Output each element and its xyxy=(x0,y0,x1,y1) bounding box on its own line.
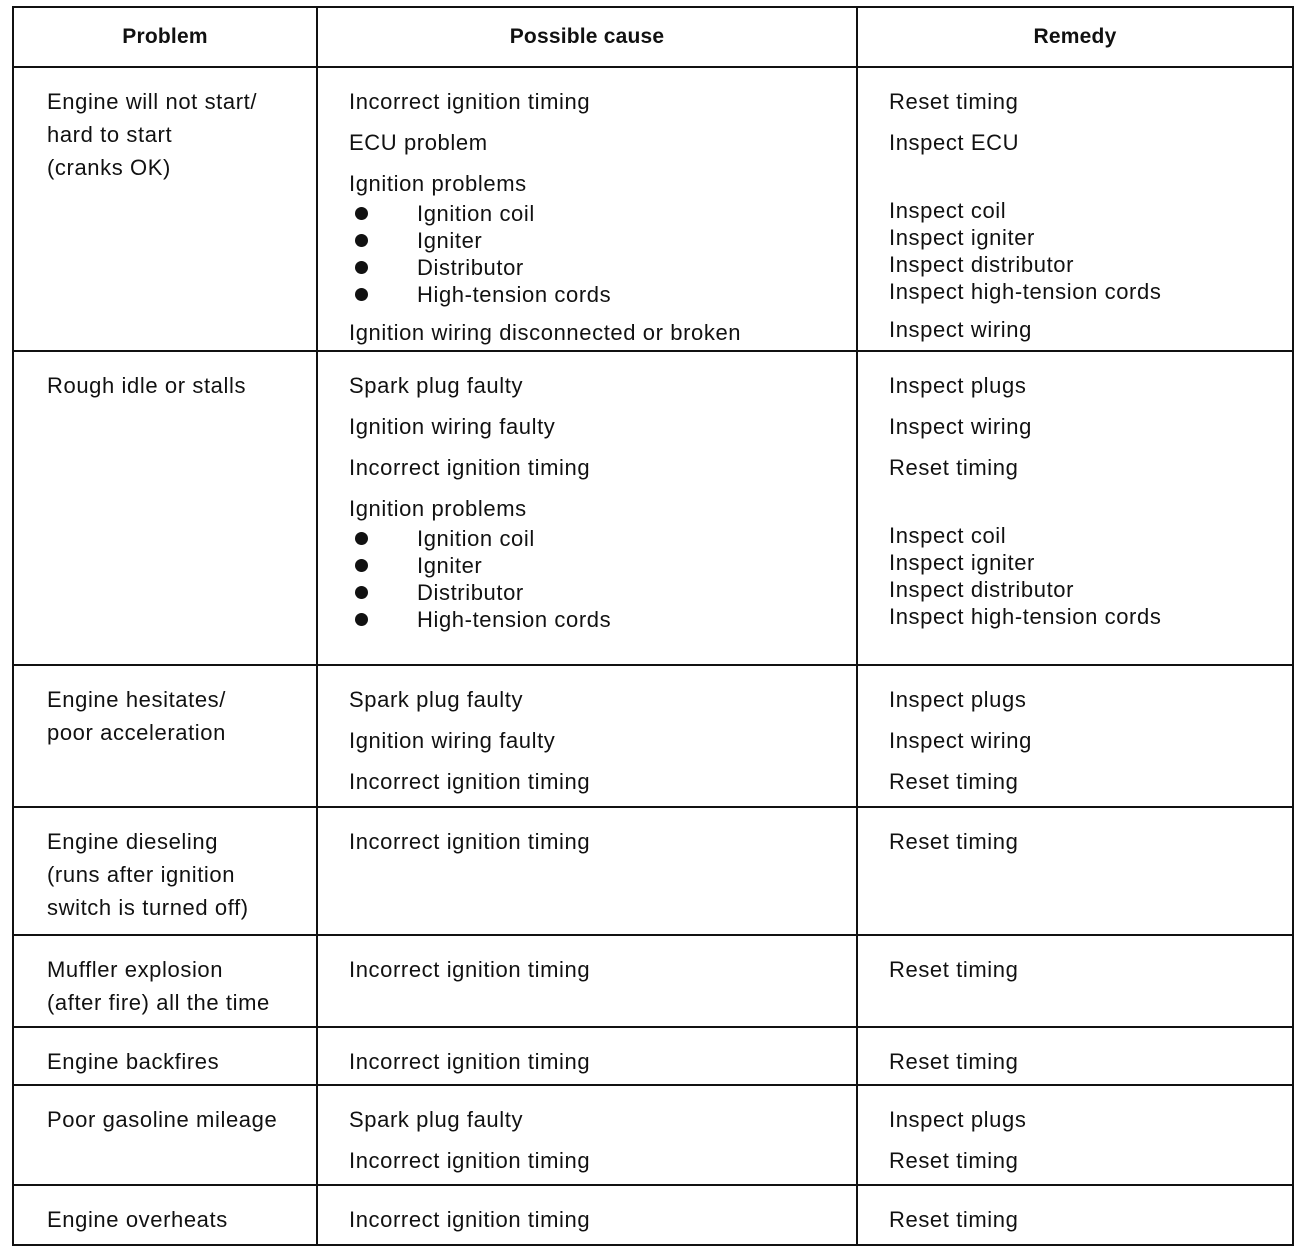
bullet-dot-icon xyxy=(355,234,368,247)
cause-text: Ignition coil xyxy=(417,201,535,226)
cause-text: Incorrect ignition timing xyxy=(349,957,591,982)
problem-cell xyxy=(13,351,317,665)
cause-cell xyxy=(317,935,857,1027)
problem-text: Muffler explosion xyxy=(47,957,224,982)
remedy-text: Inspect igniter xyxy=(889,550,1035,575)
table-row xyxy=(13,351,1293,665)
problem-text: (cranks OK) xyxy=(47,155,171,180)
problem-cell xyxy=(13,665,317,807)
cause-text: Spark plug faulty xyxy=(349,687,524,712)
problem-text: Engine dieseling xyxy=(47,829,219,854)
cause-text: Igniter xyxy=(417,553,483,578)
bullet-dot-icon xyxy=(355,559,368,572)
cause-text: Spark plug faulty xyxy=(349,1107,524,1132)
cause-text: Distributor xyxy=(417,580,524,605)
remedy-text: Inspect igniter xyxy=(889,225,1035,250)
troubleshooting-table xyxy=(12,6,1294,1246)
problem-text: (after fire) all the time xyxy=(47,990,270,1015)
cause-text: Ignition wiring disconnected or broken xyxy=(349,320,742,345)
problem-cell xyxy=(13,807,317,935)
remedy-cell xyxy=(857,935,1293,1027)
remedy-text: Reset timing xyxy=(889,1207,1019,1232)
problem-cell xyxy=(13,1085,317,1185)
table-row xyxy=(13,807,1293,935)
remedy-text xyxy=(889,492,1291,522)
cause-cell xyxy=(317,1027,857,1085)
problem-text: poor acceleration xyxy=(47,720,226,745)
remedy-text: Inspect plugs xyxy=(889,373,1027,398)
problem-text: Engine overheats xyxy=(47,1207,228,1232)
remedy-text: Reset timing xyxy=(889,1148,1019,1173)
bullet-dot-icon xyxy=(355,261,368,274)
troubleshooting-table-sheet xyxy=(12,6,1292,1234)
cause-text: ECU problem xyxy=(349,130,488,155)
remedy-text: Inspect distributor xyxy=(889,577,1075,602)
problem-text: Engine hesitates/ xyxy=(47,687,226,712)
table-row xyxy=(13,665,1293,807)
remedy-text: Inspect wiring xyxy=(889,414,1032,439)
cause-text: Spark plug faulty xyxy=(349,373,524,398)
problem-text: Engine backfires xyxy=(47,1049,220,1074)
problem-cell xyxy=(13,1185,317,1245)
remedy-text: Inspect distributor xyxy=(889,252,1075,277)
remedy-text: Inspect high-tension cords xyxy=(889,279,1162,304)
remedy-text: Reset timing xyxy=(889,455,1019,480)
cause-text: Incorrect ignition timing xyxy=(349,1049,591,1074)
bullet-dot-icon xyxy=(355,532,368,545)
remedy-text: Inspect wiring xyxy=(889,317,1032,342)
remedy-text: Inspect ECU xyxy=(889,130,1020,155)
remedy-text: Inspect plugs xyxy=(889,1107,1027,1132)
cause-text: Distributor xyxy=(417,255,524,280)
bullet-dot-icon xyxy=(355,586,368,599)
remedy-text xyxy=(889,167,1291,197)
remedy-text: Reset timing xyxy=(889,769,1019,794)
remedy-text: Reset timing xyxy=(889,957,1019,982)
remedy-text: Inspect plugs xyxy=(889,687,1027,712)
bullet-dot-icon xyxy=(355,613,368,626)
problem-cell xyxy=(13,1027,317,1085)
bullet-dot-icon xyxy=(355,288,368,301)
cause-cell xyxy=(317,351,857,665)
cause-text: Incorrect ignition timing xyxy=(349,455,591,480)
cause-cell xyxy=(317,1085,857,1185)
problem-text: switch is turned off) xyxy=(47,895,249,920)
remedy-cell xyxy=(857,67,1293,351)
cause-text: Ignition problems xyxy=(349,496,527,521)
table-row xyxy=(13,1027,1293,1085)
cause-cell xyxy=(317,1185,857,1245)
cause-cell xyxy=(317,67,857,351)
cause-cell xyxy=(317,807,857,935)
remedy-text: Inspect coil xyxy=(889,198,1007,223)
remedy-cell xyxy=(857,665,1293,807)
problem-text: Engine will not start/ xyxy=(47,89,258,114)
remedy-cell xyxy=(857,807,1293,935)
problem-text: Poor gasoline mileage xyxy=(47,1107,278,1132)
table-row xyxy=(13,67,1293,351)
cause-text: High-tension cords xyxy=(417,282,612,307)
remedy-text: Reset timing xyxy=(889,89,1019,114)
bullet-dot-icon xyxy=(355,207,368,220)
cause-text: High-tension cords xyxy=(417,607,612,632)
cause-text: Ignition wiring faulty xyxy=(349,728,556,753)
cause-text: Incorrect ignition timing xyxy=(349,769,591,794)
remedy-text: Reset timing xyxy=(889,1049,1019,1074)
problem-text: (runs after ignition xyxy=(47,862,236,887)
remedy-text: Inspect coil xyxy=(889,523,1007,548)
remedy-text: Inspect wiring xyxy=(889,728,1032,753)
table-row xyxy=(13,1185,1293,1245)
cause-text: Ignition problems xyxy=(349,171,527,196)
remedy-text: Inspect high-tension cords xyxy=(889,604,1162,629)
problem-cell xyxy=(13,67,317,351)
header-problem: Problem xyxy=(13,7,317,67)
table-body xyxy=(13,67,1293,1245)
header-possible-cause: Possible cause xyxy=(317,7,857,67)
cause-text: Igniter xyxy=(417,228,483,253)
cause-text: Ignition wiring faulty xyxy=(349,414,556,439)
remedy-cell xyxy=(857,1185,1293,1245)
problem-cell xyxy=(13,935,317,1027)
problem-text: hard to start xyxy=(47,122,173,147)
table-row xyxy=(13,1085,1293,1185)
remedy-cell xyxy=(857,351,1293,665)
header-remedy: Remedy xyxy=(857,7,1293,67)
cause-cell xyxy=(317,665,857,807)
problem-text: Rough idle or stalls xyxy=(47,373,247,398)
cause-text: Incorrect ignition timing xyxy=(349,89,591,114)
cause-text: Ignition coil xyxy=(417,526,535,551)
remedy-text: Reset timing xyxy=(889,829,1019,854)
header-row xyxy=(13,7,1293,67)
cause-text: Incorrect ignition timing xyxy=(349,1148,591,1173)
cause-text: Incorrect ignition timing xyxy=(349,1207,591,1232)
table-row xyxy=(13,935,1293,1027)
remedy-cell xyxy=(857,1085,1293,1185)
cause-text: Incorrect ignition timing xyxy=(349,829,591,854)
remedy-cell xyxy=(857,1027,1293,1085)
